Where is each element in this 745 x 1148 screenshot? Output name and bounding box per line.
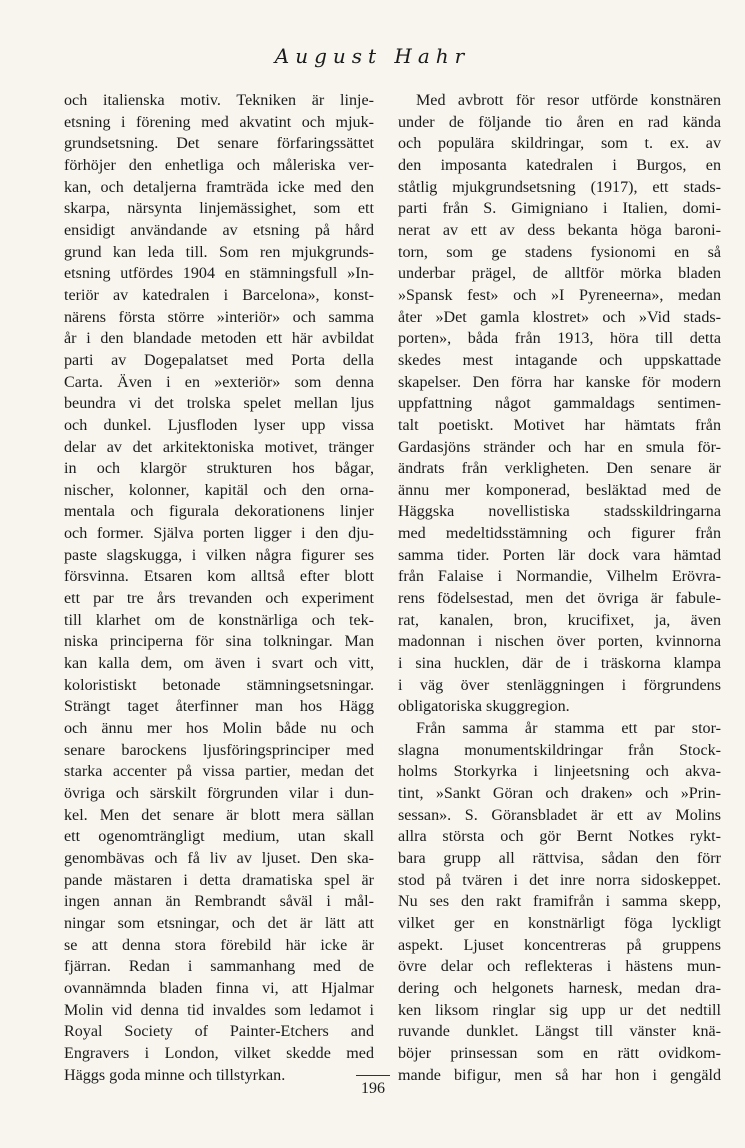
text-line: böjer prinsessan som en rätt ovidkom- — [398, 1044, 721, 1062]
text-line: och former. Själva porten ligger i den dju- — [64, 525, 374, 543]
text-line: pande mästaren i detta dramatiska spel är — [64, 871, 374, 889]
text-line: koloristiskt betonade stämningsetsningar. — [64, 676, 374, 694]
text-line: rens födelsestad, men det övriga är fabule- — [398, 590, 721, 608]
text-line: i sina hucklen, där de i träskorna klampa — [398, 655, 721, 673]
text-line: och populära skildringar, som t. ex. av — [398, 135, 721, 153]
text-line: bara grupp all rättvisa, sådan den förr — [398, 849, 721, 867]
text-line: slagna monumentskildringar från Stock- — [398, 741, 721, 759]
text-line: och dunkel. Ljusfloden lyser upp vissa — [64, 416, 374, 434]
text-line: ken liksom ringlar sig upp ur det nedtill — [398, 1001, 721, 1019]
text-line: nischer, kolonner, kapitäl och den orna- — [64, 481, 374, 499]
text-line: niska principerna för sina tolkningar. Man — [64, 633, 374, 651]
left-column — [64, 90, 374, 1086]
text-line: ingen annan än Rembrandt såväl i mål- — [64, 893, 374, 911]
text-line: obligatoriska skuggregion. — [398, 698, 570, 716]
text-line: nerat av ett av dess bekanta höga baroni- — [398, 221, 721, 239]
text-line: Carta. Även i en »exteriör» som denna — [64, 373, 374, 391]
text-line: försvinna. Etsaren kom alltså efter blott — [64, 568, 374, 586]
page-number: 196 — [361, 1080, 385, 1097]
text-line: i väg över stenläggningen i förgrundens — [398, 676, 721, 694]
text-line: Royal Society of Painter-Etchers and — [64, 1023, 374, 1041]
text-line: Strängt taget återfinner man hos Hägg — [64, 698, 374, 716]
text-line: från Falaise i Normandie, Vilhelm Erövra- — [398, 568, 721, 586]
running-header: August Hahr — [274, 44, 471, 68]
text-line: parti från S. Gimigniano i Italien, domi- — [398, 200, 721, 218]
text-line: talt poetiskt. Motivet har hämtats från — [398, 416, 721, 434]
text-line: grundsetsning. Det senare förfaringssättet — [64, 135, 374, 153]
text-line: Med avbrott för resor utförde konstnären — [416, 92, 721, 109]
text-line: underbar prägel, de alltför mörka bladen — [398, 265, 721, 283]
text-line: och ännu mer hos Molin både nu och — [64, 720, 374, 738]
text-line: paste slagskugga, i vilken några figurer ses — [64, 546, 374, 564]
text-line: skarpa, närsynta linjemässighet, som ett — [64, 200, 374, 218]
text-line: ett ogenomträngligt medium, utan skall — [64, 828, 374, 846]
text-line: Häggska novellistiska stadsskildringarna — [398, 503, 721, 521]
text-line: se att denna stora förebild här icke är — [64, 936, 374, 954]
text-line: ett par tre års trevanden och experiment — [64, 590, 374, 608]
text-line: mentala och figurala dekorationens linjer — [64, 503, 374, 521]
text-line: madonnan i nischen över porten, kvinnorna — [398, 633, 721, 651]
text-line: beundra vi det trolska spelet mellan ljus — [64, 395, 374, 413]
text-line: vilket ger en konstnärligt föga lyckligt — [398, 914, 721, 932]
text-line: och italienska motiv. Tekniken är linje- — [64, 92, 374, 109]
text-line: Från samma år stamma ett par stor- — [416, 720, 721, 738]
text-line: stod på tvären i det inre norra sidoskeppet. — [398, 871, 721, 889]
text-line: samma tider. Porten lär dock vara hämtad — [398, 546, 721, 564]
text-line: teriör av katedralen i Barcelona», konst- — [64, 286, 374, 304]
text-line: ensidigt användande av etsning på hård — [64, 221, 374, 239]
text-line: ändrats från verkligheten. Den senare är — [398, 460, 721, 478]
text-line: kan kalla dem, om även i svart och vitt, — [64, 655, 374, 673]
text-line: etsning i förening med akvatint och mjuk- — [64, 113, 374, 131]
text-line: holms Storkyrka i linjeetsning och akva- — [398, 763, 721, 781]
text-line: ningar som etsningar, och det är lätt att — [64, 914, 374, 932]
text-line: med medeltidsstämning och figurer från — [398, 525, 721, 543]
text-line: år i den blandade metoden ett här avbildat — [64, 330, 374, 348]
text-line: ovannämnda bladen finna vi, att Hjalmar — [64, 979, 374, 997]
text-line: grund kan leda till. Som ren mjukgrunds- — [64, 243, 374, 261]
text-line: sessan». S. Göransbladet är ett av Molins — [398, 806, 721, 824]
text-line: skedes mest intagande och uppskattade — [398, 351, 721, 369]
text-line: övriga och särskilt förgrunden vilar i dun- — [64, 785, 374, 802]
text-line: tint, »Sankt Göran och draken» och »Prin- — [398, 785, 721, 802]
right-column — [398, 90, 721, 1086]
text-line: ståtlig mjukgrundsetsning (1917), ett stads- — [398, 178, 721, 196]
text-line: genombävas och få liv av ljuset. Den ska- — [64, 849, 374, 867]
text-line: in och klargör strukturen hos bågar, — [64, 460, 374, 478]
text-line: åter »Det gamla klostret» och »Vid stads- — [398, 308, 721, 326]
text-line: ännu mer komponerad, besläktad med de — [398, 481, 721, 499]
text-line: senare barockens ljusföringsprinciper med — [64, 741, 374, 759]
text-line: dering och helgonets harnesk, medan dra- — [398, 979, 721, 997]
text-line: fjärran. Redan i sammanhang med de — [64, 958, 374, 976]
text-line: starka accenter på vissa partier, medan det — [64, 763, 374, 781]
text-line: kel. Men det senare är blott mera sällan — [64, 806, 374, 824]
text-line: ruvande dunklet. Längst till vänster knä- — [398, 1023, 721, 1041]
text-line: Nu ses den rakt framifrån i samma skepp, — [398, 893, 721, 911]
text-line: skapelser. Den förra har kanske för modern — [398, 373, 721, 391]
text-line: allra största och gör Bernt Notkes rykt- — [398, 828, 721, 846]
text-line: Gardasjöns stränder och har en smula för- — [398, 438, 721, 456]
text-line: delar av det arkitektoniska motivet, tränger — [64, 438, 374, 456]
text-line: uppfattning något gammaldags sentimen- — [398, 395, 721, 413]
text-line: Molin vid denna tid invaldes som ledamot i — [64, 1001, 374, 1019]
text-line: Engravers i London, vilket skedde med — [64, 1044, 374, 1062]
page-number-rule — [356, 1075, 390, 1076]
text-line: mande bifigur, men så har hon i gengäld — [398, 1066, 721, 1084]
text-line: till klarhet om de konstnärliga och tek- — [64, 611, 374, 629]
text-line: förhöjer den enhetliga och måleriska ver- — [64, 156, 374, 174]
text-line: övre delar och reflekteras i hästens mun- — [398, 958, 721, 976]
text-line: under de följande tio åren en rad kända — [398, 113, 721, 131]
text-line: »Spansk fest» och »I Pyreneerna», medan — [398, 286, 721, 304]
text-line: Häggs goda minne och tillstyrkan. — [64, 1066, 286, 1084]
text-line: parti av Dogepalatset med Porta della — [64, 351, 374, 369]
text-line: etsning utfördes 1904 en stämningsfull »In- — [64, 265, 374, 283]
text-line: aspekt. Ljuset koncentreras på gruppens — [398, 936, 721, 954]
text-line: torn, som ge stadens fysionomi en så — [398, 243, 721, 261]
text-line: rat, kanalen, bron, krucifixet, ja, även — [398, 611, 721, 629]
text-line: porten», båda från 1913, höra till detta — [398, 330, 721, 348]
text-line: närens första större »interiör» och samma — [64, 308, 374, 326]
text-line: kan, och detaljerna framträda icke med den — [64, 178, 374, 196]
text-line: den imposanta katedralen i Burgos, en — [398, 156, 721, 174]
